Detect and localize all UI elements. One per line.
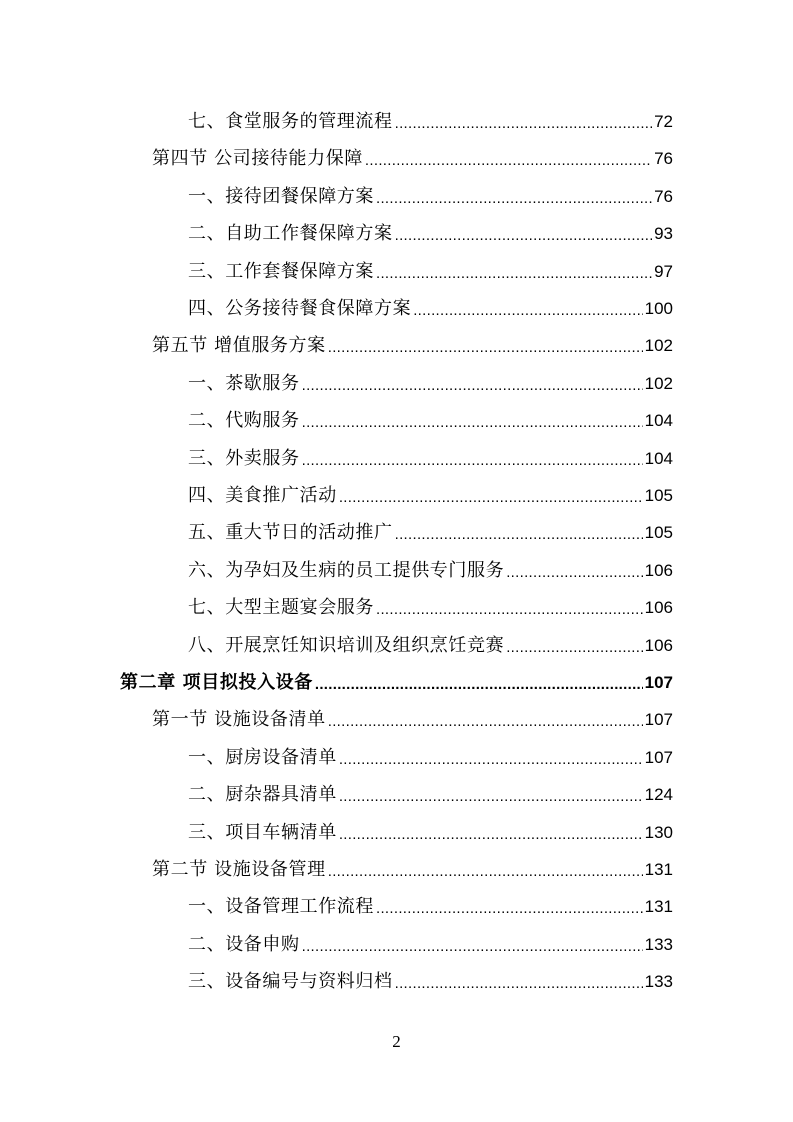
toc-entry-page: 131 [644, 897, 673, 917]
toc-leader-dots [395, 227, 652, 245]
toc-leader-dots [395, 115, 652, 133]
toc-entry-page: 76 [654, 186, 673, 206]
toc-entry[interactable] [188, 180, 673, 208]
toc-entry-title: 二、代购服务 [188, 410, 300, 432]
toc-leader-dots [506, 639, 642, 657]
toc-entry-title: 三、设备编号与资料归档 [188, 971, 393, 993]
toc-entry[interactable] [152, 329, 673, 357]
toc-entry[interactable] [152, 142, 673, 170]
toc-entry-page: 104 [644, 411, 673, 431]
toc-entry-page: 106 [644, 560, 673, 580]
toc-entry[interactable] [188, 965, 673, 993]
toc-leader-dots [376, 900, 643, 918]
toc-entry-title: 一、设备管理工作流程 [188, 896, 374, 918]
toc-entry-page: 76 [654, 149, 673, 169]
toc-entry-page: 106 [644, 635, 673, 655]
toc-entry-title: 八、开展烹饪知识培训及组织烹饪竞赛 [188, 634, 505, 656]
toc-leader-dots [395, 975, 643, 993]
toc-entry-title: 五、重大节日的活动推广 [188, 522, 393, 544]
toc-leader-dots [339, 751, 643, 769]
toc-entry-title: 四、公务接待餐食保障方案 [188, 298, 412, 319]
toc-leader-dots [302, 938, 643, 956]
toc-leader-dots [328, 713, 643, 731]
toc-leader-dots [302, 377, 643, 395]
toc-leader-dots [376, 190, 652, 208]
toc-leader-dots [339, 788, 643, 806]
toc-entry[interactable] [188, 516, 673, 544]
toc-entry-title: 七、食堂服务的管理流程 [188, 111, 393, 132]
toc-entry[interactable] [188, 404, 673, 432]
toc-leader-dots [395, 526, 643, 544]
toc-entry-title: 第二章 项目拟投入设备 [120, 672, 313, 693]
toc-entry[interactable] [188, 816, 673, 844]
toc-leader-dots [302, 414, 643, 432]
toc-entry-title: 四、美食推广活动 [188, 485, 337, 506]
toc-entry[interactable] [188, 255, 673, 283]
toc-chapter-entry[interactable] [120, 666, 673, 694]
toc-leader-dots [302, 452, 643, 470]
toc-entry-title: 二、厨杂器具清单 [188, 784, 337, 806]
toc-entry-title: 第一节 设施设备清单 [152, 709, 326, 731]
toc-entry-page: 107 [644, 673, 673, 692]
page-number: 2 [392, 1032, 401, 1051]
toc-entry-title: 六、为孕妇及生病的员工提供专门服务 [188, 559, 505, 581]
toc-entry-title: 第五节 增值服务方案 [152, 335, 326, 357]
toc-entry-page: 93 [654, 224, 673, 244]
toc-entry-title: 三、工作套餐保障方案 [188, 260, 374, 282]
toc-entry-title: 三、外卖服务 [188, 447, 300, 469]
toc-entry-page: 105 [644, 523, 673, 543]
toc-entry-page: 106 [644, 598, 673, 618]
toc-entry[interactable] [188, 217, 673, 245]
toc-leader-dots [413, 302, 642, 320]
toc-leader-dots [339, 489, 643, 507]
toc-entry[interactable] [152, 703, 673, 731]
toc-entry[interactable] [188, 629, 673, 657]
toc-entry-title: 七、大型主题宴会服务 [188, 597, 374, 619]
toc-entry[interactable] [188, 890, 673, 918]
table-of-contents [0, 101, 793, 1001]
toc-entry[interactable] [188, 741, 673, 769]
toc-entry-title: 二、设备申购 [188, 933, 300, 955]
toc-leader-dots [339, 826, 643, 844]
toc-leader-dots [376, 265, 652, 283]
toc-entry[interactable] [188, 105, 673, 133]
toc-entry-page: 102 [644, 336, 673, 356]
toc-leader-dots [328, 339, 643, 357]
toc-entry-page: 107 [644, 710, 673, 730]
toc-entry-page: 130 [644, 822, 673, 842]
toc-entry-page: 72 [654, 112, 673, 131]
toc-entry[interactable] [188, 554, 673, 582]
toc-entry-page: 105 [644, 486, 673, 505]
toc-entry[interactable] [188, 292, 673, 320]
toc-entry-page: 133 [644, 934, 673, 954]
toc-entry-page: 102 [644, 373, 673, 393]
toc-entry-page: 107 [644, 747, 673, 767]
toc-leader-dots [328, 863, 643, 881]
toc-entry-page: 131 [644, 860, 673, 879]
toc-entry[interactable] [152, 853, 673, 881]
toc-entry-title: 三、项目车辆清单 [188, 821, 337, 843]
toc-entry[interactable] [188, 591, 673, 619]
toc-leader-dots [506, 564, 642, 582]
toc-leader-dots [376, 601, 643, 619]
toc-entry-title: 一、茶歇服务 [188, 372, 300, 394]
toc-entry-title: 一、厨房设备清单 [188, 746, 337, 768]
toc-entry[interactable] [188, 778, 673, 806]
toc-leader-dots [315, 676, 643, 694]
toc-entry[interactable] [188, 442, 673, 470]
toc-entry[interactable] [188, 928, 673, 956]
toc-entry-page: 97 [654, 261, 673, 281]
toc-entry-page: 104 [644, 448, 673, 468]
toc-entry-page: 100 [644, 299, 673, 318]
toc-entry-title: 一、接待团餐保障方案 [188, 185, 374, 207]
toc-entry-page: 133 [644, 972, 673, 992]
toc-entry-page: 124 [644, 785, 673, 805]
toc-entry-title: 第二节 设施设备管理 [152, 859, 326, 880]
toc-entry-title: 第四节 公司接待能力保障 [152, 148, 363, 170]
toc-entry[interactable] [188, 367, 673, 395]
toc-leader-dots [365, 152, 652, 170]
toc-entry[interactable] [188, 479, 673, 507]
toc-entry-title: 二、自助工作餐保障方案 [188, 223, 393, 245]
